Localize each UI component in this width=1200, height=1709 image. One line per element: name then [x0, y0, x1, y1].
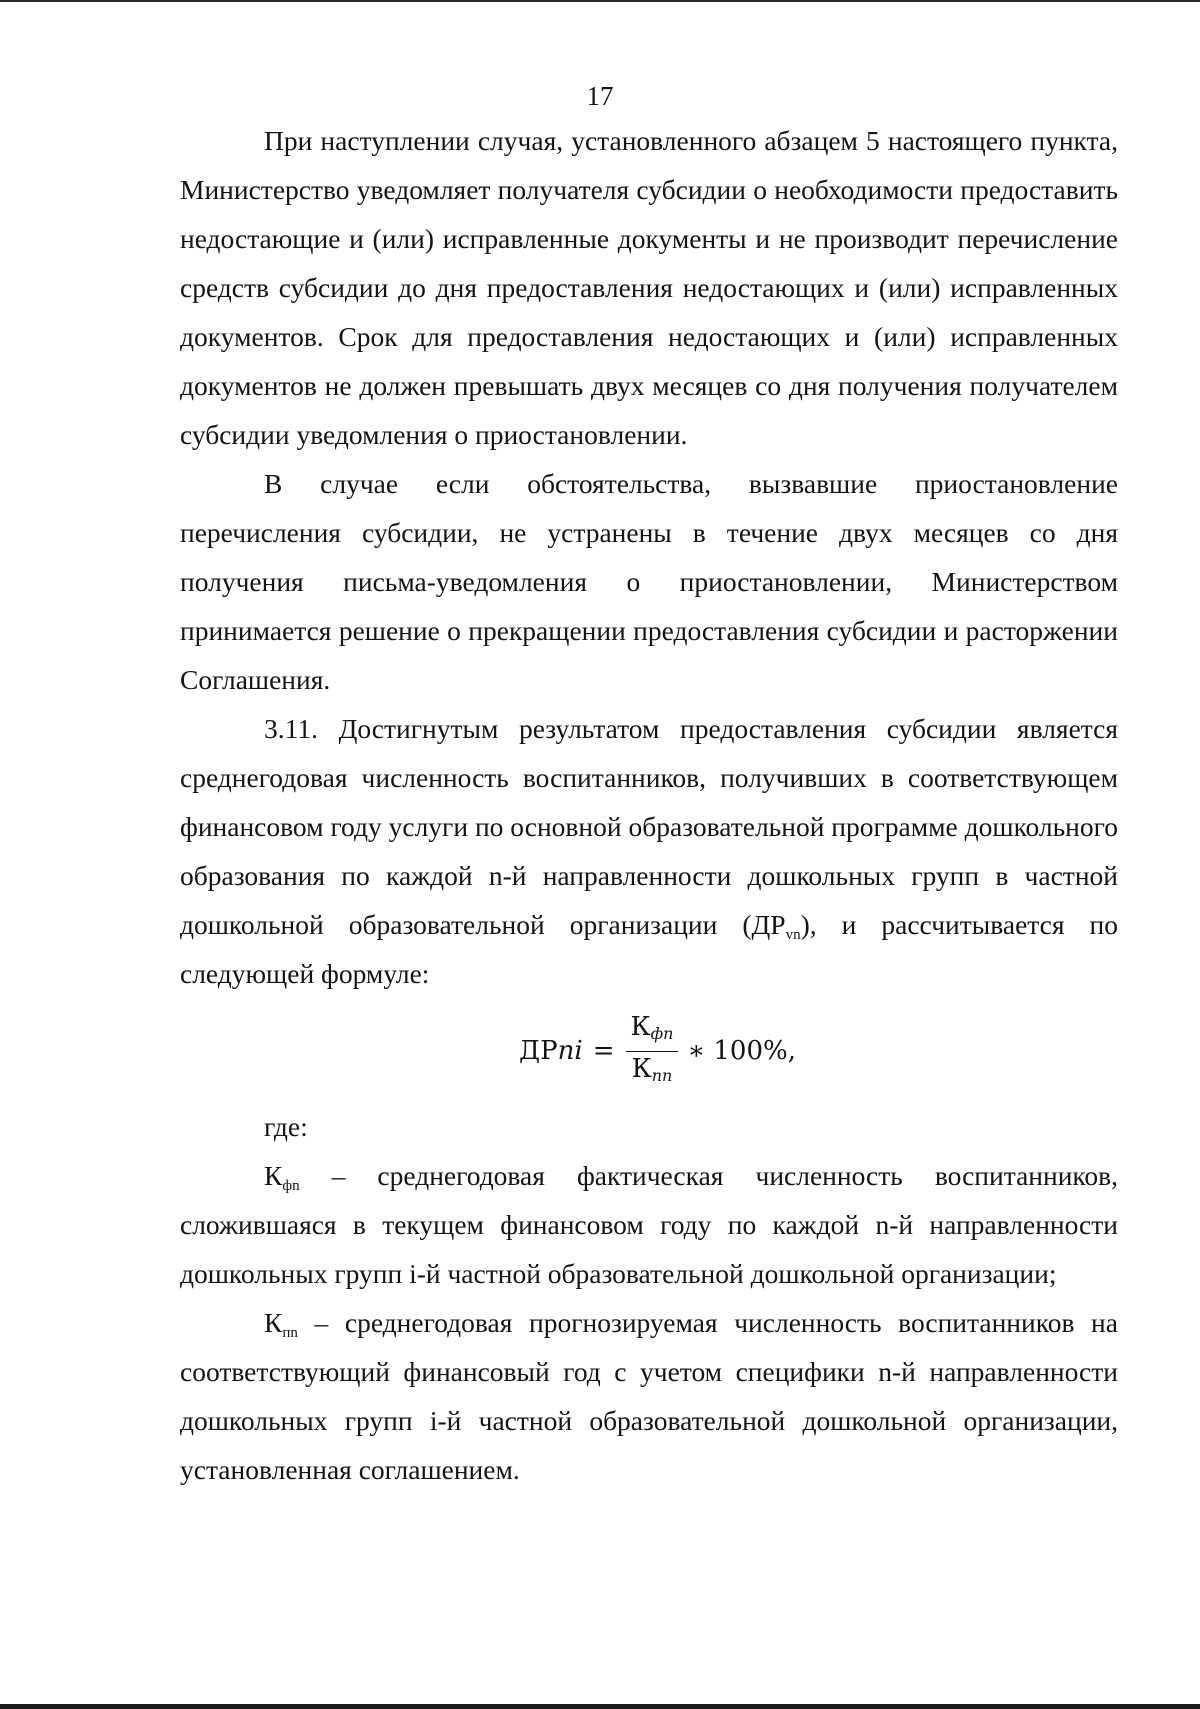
definition-k-fn [180, 1151, 1118, 1298]
formula-lhs-index: ni [557, 1036, 583, 1066]
formula-numerator [625, 1010, 680, 1051]
definition-k-fn-term: К [264, 1160, 283, 1191]
formula-block [180, 998, 1118, 1102]
formula-tail: ∗ 100%, [687, 1036, 796, 1066]
definition-k-fn-subscript: фn [282, 1178, 300, 1194]
formula-numerator-sub: фn [650, 1024, 674, 1043]
paragraph-3-11-tail: ), и рассчитывается по следующей формуле: [180, 909, 1118, 989]
formula-denominator [626, 1051, 679, 1093]
formula-denominator-main: К [631, 1054, 652, 1084]
definition-k-pn-term: К [264, 1307, 283, 1338]
where-label: где: [264, 1111, 308, 1142]
paragraph-termination: В случае если обстоятельства, вызвавшие приостановление перечисления субсидии, не устранены в течение двух месяцев со дня получения письма-уведомления о приостановлении, Министерством принимается решение о прекращении предоставления субсидии и расторжении Соглашения. [180, 468, 1118, 695]
formula-numerator-main: К [630, 1012, 651, 1042]
paragraph-3-11 [180, 704, 1118, 998]
definition-k-fn-text: – среднегодовая фактическая численность воспитанников, сложившаяся в текущем финансовом году по каждой n-й направленности дошкольных групп i-й частной образовательной дошкольной организации; [180, 1160, 1118, 1289]
formula-denominator-sub: пn [651, 1066, 673, 1085]
bottom-border-line [0, 1704, 1200, 1709]
paragraph-3-11-subscript: vn [785, 927, 801, 943]
formula-fraction [625, 1010, 680, 1093]
formula [519, 1010, 796, 1093]
definition-k-pn-text: – среднегодовая прогнозируемая численность воспитанников на соответствующий финансовый год с учетом специфики n-й направленности дошкольных групп i-й частной образовательной дошкольной организации, установленная соглашением. [180, 1307, 1118, 1485]
paragraph-suspension-notice: При наступлении случая, установленного абзацем 5 настоящего пункта, Министерство уведомляет получателя субсидии о необходимости предоставить недостающие и (или) исправленные документы и не производит перечисление средств субсидии до дня предоставления недостающих и (или) исправленных документов. Срок для предоставления недостающих и (или) исправленных документов не должен превышать двух месяцев со дня получения получателем субсидии уведомления о приостановлении. [180, 125, 1118, 450]
formula-lhs [519, 1027, 583, 1076]
paragraph-3-11-text: 3.11. Достигнутым результатом предоставления субсидии является среднегодовая численность воспитанников, получивших в соответствующем финансовом году услуги по основной образовательной программе дошкольного образования по каждой n-й направленности дошкольных групп в частной дошкольной образовательной организации (ДР [180, 713, 1118, 940]
page-number: 17 [586, 81, 614, 111]
formula-lhs-main: ДР [519, 1036, 558, 1066]
definition-k-pn [180, 1298, 1118, 1494]
definition-k-pn-subscript: пn [282, 1325, 298, 1341]
document-body [180, 116, 1118, 1494]
formula-equals: = [592, 1036, 615, 1066]
top-border-line [0, 0, 1200, 2]
